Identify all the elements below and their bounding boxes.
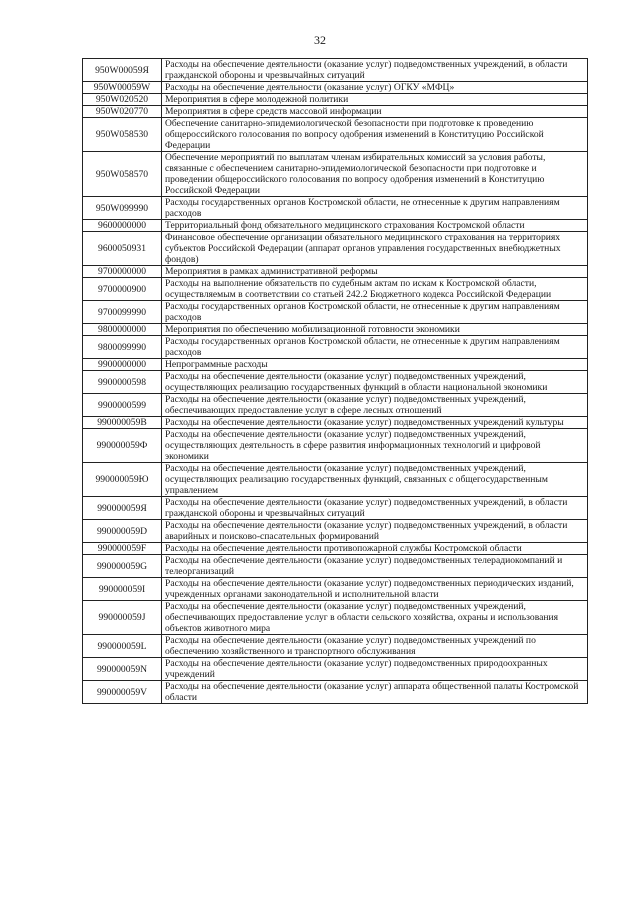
table-row — [83, 601, 588, 635]
table-row — [83, 359, 588, 371]
row-description: Расходы на обеспечение деятельности (оказание услуг) подведомственных учреждений, осуществляющих реализацию государственных функций в области национальной экономики — [162, 371, 588, 394]
row-code: 990000059I — [83, 578, 162, 601]
row-code: 950W00059W — [83, 82, 162, 94]
row-code: 990000059F — [83, 543, 162, 555]
table-row — [83, 497, 588, 520]
row-description: Расходы на обеспечение деятельности (оказание услуг) подведомственных учреждений, в области аварийных и поисково-спасательных формирований — [162, 520, 588, 543]
row-description: Территориальный фонд обязательного медицинского страхования Костромской области — [162, 220, 588, 232]
row-description: Расходы государственных органов Костромской области, не отнесенные к другим направлениям расходов — [162, 301, 588, 324]
row-code: 990000059В — [83, 417, 162, 429]
row-description: Расходы на обеспечение деятельности (оказание услуг) подведомственных учреждений, обеспечивающих предоставление услуг в области сельского хозяйства, охраны и использования объектов животного мира — [162, 601, 588, 635]
row-description: Расходы на обеспечение деятельности (оказание услуг) подведомственных периодических изданий, учрежденных органами законодательной и исполнительной власти — [162, 578, 588, 601]
row-code: 950W00059Я — [83, 59, 162, 82]
table-row — [83, 94, 588, 106]
row-description: Мероприятия в сфере молодежной политики — [162, 94, 588, 106]
row-code: 950W058530 — [83, 118, 162, 152]
row-code: 990000059V — [83, 681, 162, 704]
table-row — [83, 118, 588, 152]
table-row — [83, 555, 588, 578]
expense-codes-table — [82, 58, 588, 704]
table-row — [83, 106, 588, 118]
row-code: 9700099990 — [83, 301, 162, 324]
table-row — [83, 520, 588, 543]
table-row — [83, 371, 588, 394]
row-code: 9900000598 — [83, 371, 162, 394]
row-description: Мероприятия в сфере средств массовой информации — [162, 106, 588, 118]
table-row — [83, 324, 588, 336]
row-code: 990000059Ю — [83, 463, 162, 497]
row-description: Расходы на обеспечение деятельности (оказание услуг) подведомственных учреждений, в области гражданской обороны и чрезвычайных ситуаций — [162, 59, 588, 82]
row-code: 950W020520 — [83, 94, 162, 106]
row-description: Расходы государственных органов Костромской области, не отнесенные к другим направлениям расходов — [162, 336, 588, 359]
row-code: 9900000000 — [83, 359, 162, 371]
row-description: Расходы на обеспечение деятельности (оказание услуг) подведомственных учреждений, обеспечивающих предоставление услуг в сфере лесных отношений — [162, 394, 588, 417]
row-code: 990000059L — [83, 635, 162, 658]
table-row — [83, 658, 588, 681]
row-description: Расходы на обеспечение деятельности (оказание услуг) ОГКУ «МФЦ» — [162, 82, 588, 94]
row-description: Мероприятия в рамках административной реформы — [162, 266, 588, 278]
row-code: 990000059Ф — [83, 429, 162, 463]
row-code: 990000059G — [83, 555, 162, 578]
row-code: 990000059Я — [83, 497, 162, 520]
row-description: Расходы государственных органов Костромской области, не отнесенные к другим направлениям расходов — [162, 197, 588, 220]
row-description: Расходы на выполнение обязательств по судебным актам по искам к Костромской области, осуществляемым в соответствии со статьей 242.2 Бюджетного кодекса Российской Федерации — [162, 278, 588, 301]
row-code: 9700000900 — [83, 278, 162, 301]
row-description: Расходы на обеспечение деятельности (оказание услуг) подведомственных учреждений, осуществляющих реализацию государственных функций, связанных с общегосударственным управлением — [162, 463, 588, 497]
table-row — [83, 152, 588, 197]
page-number: 32 — [314, 33, 326, 47]
table-row — [83, 59, 588, 82]
table-row — [83, 463, 588, 497]
table-row — [83, 197, 588, 220]
table-row — [83, 417, 588, 429]
table-row — [83, 266, 588, 278]
row-code: 950W058570 — [83, 152, 162, 197]
row-code: 9900000599 — [83, 394, 162, 417]
row-code: 990000059J — [83, 601, 162, 635]
row-description: Финансовое обеспечение организации обязательного медицинского страхования на территориях субъектов Российской Федерации (аппарат органов управления государственных внебюджетных фондов) — [162, 232, 588, 266]
row-description: Обеспечение санитарно-эпидемиологической безопасности при подготовке к проведению общероссийского голосования по вопросу одобрения изменений в Конституцию Российской Федерации — [162, 118, 588, 152]
table-row — [83, 301, 588, 324]
table-row — [83, 394, 588, 417]
row-code: 990000059N — [83, 658, 162, 681]
table-row — [83, 278, 588, 301]
row-description: Расходы на обеспечение деятельности (оказание услуг) подведомственных учреждений, в области гражданской обороны и чрезвычайных ситуаций — [162, 497, 588, 520]
row-description: Расходы на обеспечение деятельности (оказание услуг) подведомственных телерадиокомпаний и телеорганизаций — [162, 555, 588, 578]
table-row — [83, 429, 588, 463]
row-description: Обеспечение мероприятий по выплатам членам избирательных комиссий за условия работы, связанные с обеспечением санитарно-эпидемиологической безопасности при подготовке и проведении общероссийского голосования по вопросу одобрения изменений в Конституцию Российской Федерации — [162, 152, 588, 197]
table-row — [83, 543, 588, 555]
row-code: 950W099990 — [83, 197, 162, 220]
table-body — [83, 59, 588, 704]
table-row — [83, 220, 588, 232]
row-description: Расходы на обеспечение деятельности (оказание услуг) подведомственных учреждений культуры — [162, 417, 588, 429]
row-code: 9800000000 — [83, 324, 162, 336]
table-row — [83, 82, 588, 94]
table-row — [83, 635, 588, 658]
row-description: Расходы на обеспечение деятельности (оказание услуг) подведомственных учреждений по обеспечению хозяйственного и транспортного обслуживания — [162, 635, 588, 658]
row-code: 9600050931 — [83, 232, 162, 266]
table-row — [83, 681, 588, 704]
table-row — [83, 578, 588, 601]
row-description: Расходы на обеспечение деятельности противопожарной службы Костромской области — [162, 543, 588, 555]
row-description: Расходы на обеспечение деятельности (оказание услуг) аппарата общественной палаты Костромской области — [162, 681, 588, 704]
row-code: 950W020770 — [83, 106, 162, 118]
row-description: Мероприятия по обеспечению мобилизационной готовности экономики — [162, 324, 588, 336]
table-row — [83, 232, 588, 266]
row-code: 9700000000 — [83, 266, 162, 278]
row-code: 9800099990 — [83, 336, 162, 359]
row-description: Расходы на обеспечение деятельности (оказание услуг) подведомственных учреждений, осуществляющих деятельность в сфере развития информационных технологий и цифровой экономики — [162, 429, 588, 463]
table-row — [83, 336, 588, 359]
row-description: Непрограммные расходы — [162, 359, 588, 371]
row-code: 9600000000 — [83, 220, 162, 232]
row-description: Расходы на обеспечение деятельности (оказание услуг) подведомственных природоохранных учреждений — [162, 658, 588, 681]
row-code: 990000059D — [83, 520, 162, 543]
